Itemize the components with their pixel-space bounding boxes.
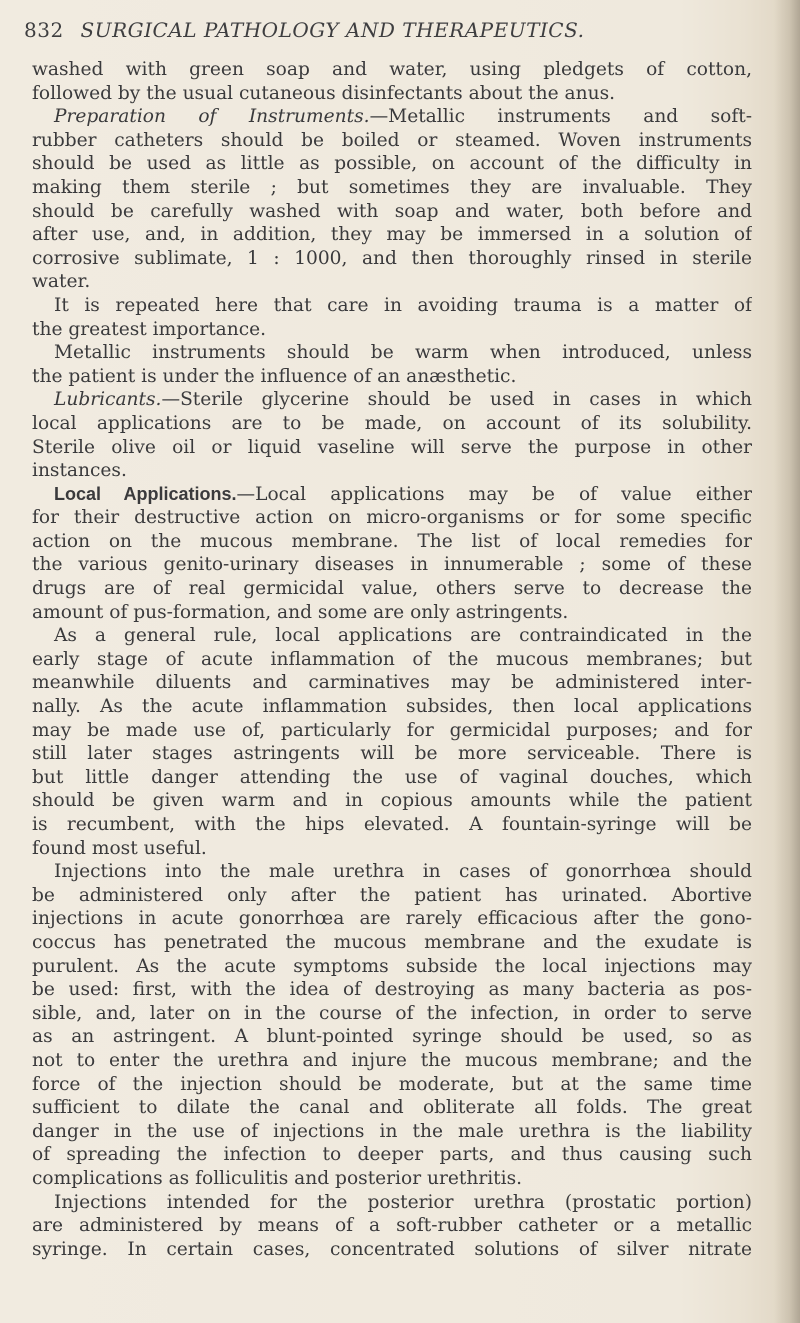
- text-line: As a general rule, local applications are contraindicated in the: [54, 625, 752, 647]
- text-line: found most useful.: [32, 837, 207, 859]
- running-title: SURGICAL PATHOLOGY AND THERAPEUTICS.: [80, 18, 585, 42]
- text-line: Injections into the male urethra in cases of gonorrhœa should: [54, 861, 752, 883]
- text-line: the greatest importance.: [32, 318, 267, 340]
- text-line: amount of pus-formation, and some are only astringents.: [32, 601, 569, 623]
- text-line: injections in acute gonorrhœa are rarely efficacious after the gono-: [32, 908, 752, 930]
- page-number: 832: [24, 18, 64, 42]
- running-header: [24, 18, 764, 48]
- text-line: making them sterile ; but sometimes they are invaluable. They: [32, 176, 752, 198]
- text-line: action on the mucous membrane. The list of local remedies for: [32, 530, 752, 552]
- heading-local-applications: Local Applications.: [54, 483, 237, 504]
- text-line: water.: [32, 271, 91, 293]
- text-line: Sterile olive oil or liquid vaseline will serve the purpose in other: [32, 436, 752, 458]
- text-line: nally. As the acute inflammation subsides, then local applications: [32, 696, 752, 718]
- text-line: washed with green soap and water, using pledgets of cotton,: [32, 59, 752, 80]
- body-text: [32, 58, 752, 1261]
- text-line: is recumbent, with the hips elevated. A fountain-syringe will be: [32, 814, 752, 835]
- text-line: should be carefully washed with soap and water, both before and: [32, 200, 752, 222]
- text-line: sufficient to dilate the canal and obliterate all folds. The great: [32, 1097, 752, 1119]
- text-line: should be given warm and in copious amounts while the patient: [32, 790, 752, 812]
- text-line: —Metallic instruments and soft-: [369, 106, 752, 128]
- text-line: meanwhile diluents and carminatives may be administered inter-: [32, 672, 752, 694]
- text-line: —Sterile glycerine should be used in cases in which: [161, 389, 752, 411]
- text-line: be used: first, with the idea of destroying as many bacteria as pos-: [32, 979, 752, 1001]
- text-line: the patient is under the influence of an anæsthetic.: [32, 365, 517, 387]
- text-line: of spreading the infection to deeper parts, and thus causing such: [32, 1144, 752, 1166]
- text-line: rubber catheters should be boiled or steamed. Woven instruments: [32, 129, 752, 151]
- text-line: corrosive sublimate, 1 : 1000, and then thoroughly rinsed in sterile: [32, 247, 752, 269]
- text-line: It is repeated here that care in avoiding trauma is a matter of: [54, 294, 752, 316]
- text-line: coccus has penetrated the mucous membrane and the exudate is: [32, 931, 752, 953]
- text-line: but little danger attending the use of vaginal douches, which: [32, 766, 752, 788]
- subheading-lubricants: Lubricants.: [54, 389, 162, 411]
- text-line: still later stages astringents will be more serviceable. There is: [32, 743, 752, 765]
- text-line: not to enter the urethra and injure the mucous membrane; and the: [32, 1049, 752, 1071]
- text-line: Metallic instruments should be warm when introduced, unless: [54, 342, 752, 364]
- text-line: drugs are of real germicidal value, others serve to decrease the: [32, 578, 752, 600]
- text-line: purulent. As the acute symptoms subside the local injections may: [32, 955, 752, 977]
- text-line: —Local applications may be of value either: [236, 483, 752, 505]
- text-line: Injections intended for the posterior urethra (prostatic portion): [54, 1191, 752, 1213]
- text-line: syringe. In certain cases, concentrated solutions of silver nitrate: [32, 1238, 752, 1260]
- text-line: sible, and, later on in the course of the infection, in order to serve: [32, 1002, 752, 1024]
- text-line: are administered by means of a soft-rubber catheter or a metallic: [32, 1215, 752, 1237]
- text-line: instances.: [32, 460, 127, 482]
- section-line: [32, 483, 752, 507]
- section-line: [32, 105, 752, 129]
- text-line: as an astringent. A blunt-pointed syringe should be used, so as: [32, 1026, 752, 1048]
- text-line: danger in the use of injections in the male urethra is the liability: [32, 1120, 752, 1142]
- text-line: complications as folliculitis and posterior urethritis.: [32, 1167, 523, 1189]
- text-line: force of the injection should be moderate, but at the same time: [32, 1073, 752, 1095]
- text-line: for their destructive action on micro-organisms or for some specific: [32, 507, 752, 529]
- text-line: may be made use of, particularly for germicidal purposes; and for: [32, 719, 752, 741]
- text-line: local applications are to be made, on account of its solubility.: [32, 412, 752, 434]
- page-edge-shadow: [774, 0, 800, 1323]
- text-line: followed by the usual cutaneous disinfectants about the anus.: [32, 82, 616, 104]
- text-line: after use, and, in addition, they may be immersed in a solution of: [32, 224, 752, 246]
- section-line: [32, 388, 752, 412]
- text-line: be administered only after the patient has urinated. Abortive: [32, 884, 752, 906]
- subheading-preparation-of-instruments: Preparation of Instruments.: [54, 106, 370, 128]
- text-line: should be used as little as possible, on account of the difficulty in: [32, 153, 752, 175]
- text-line: early stage of acute inflammation of the mucous membranes; but: [32, 648, 752, 670]
- text-line: the various genito-urinary diseases in innumerable ; some of these: [32, 554, 752, 576]
